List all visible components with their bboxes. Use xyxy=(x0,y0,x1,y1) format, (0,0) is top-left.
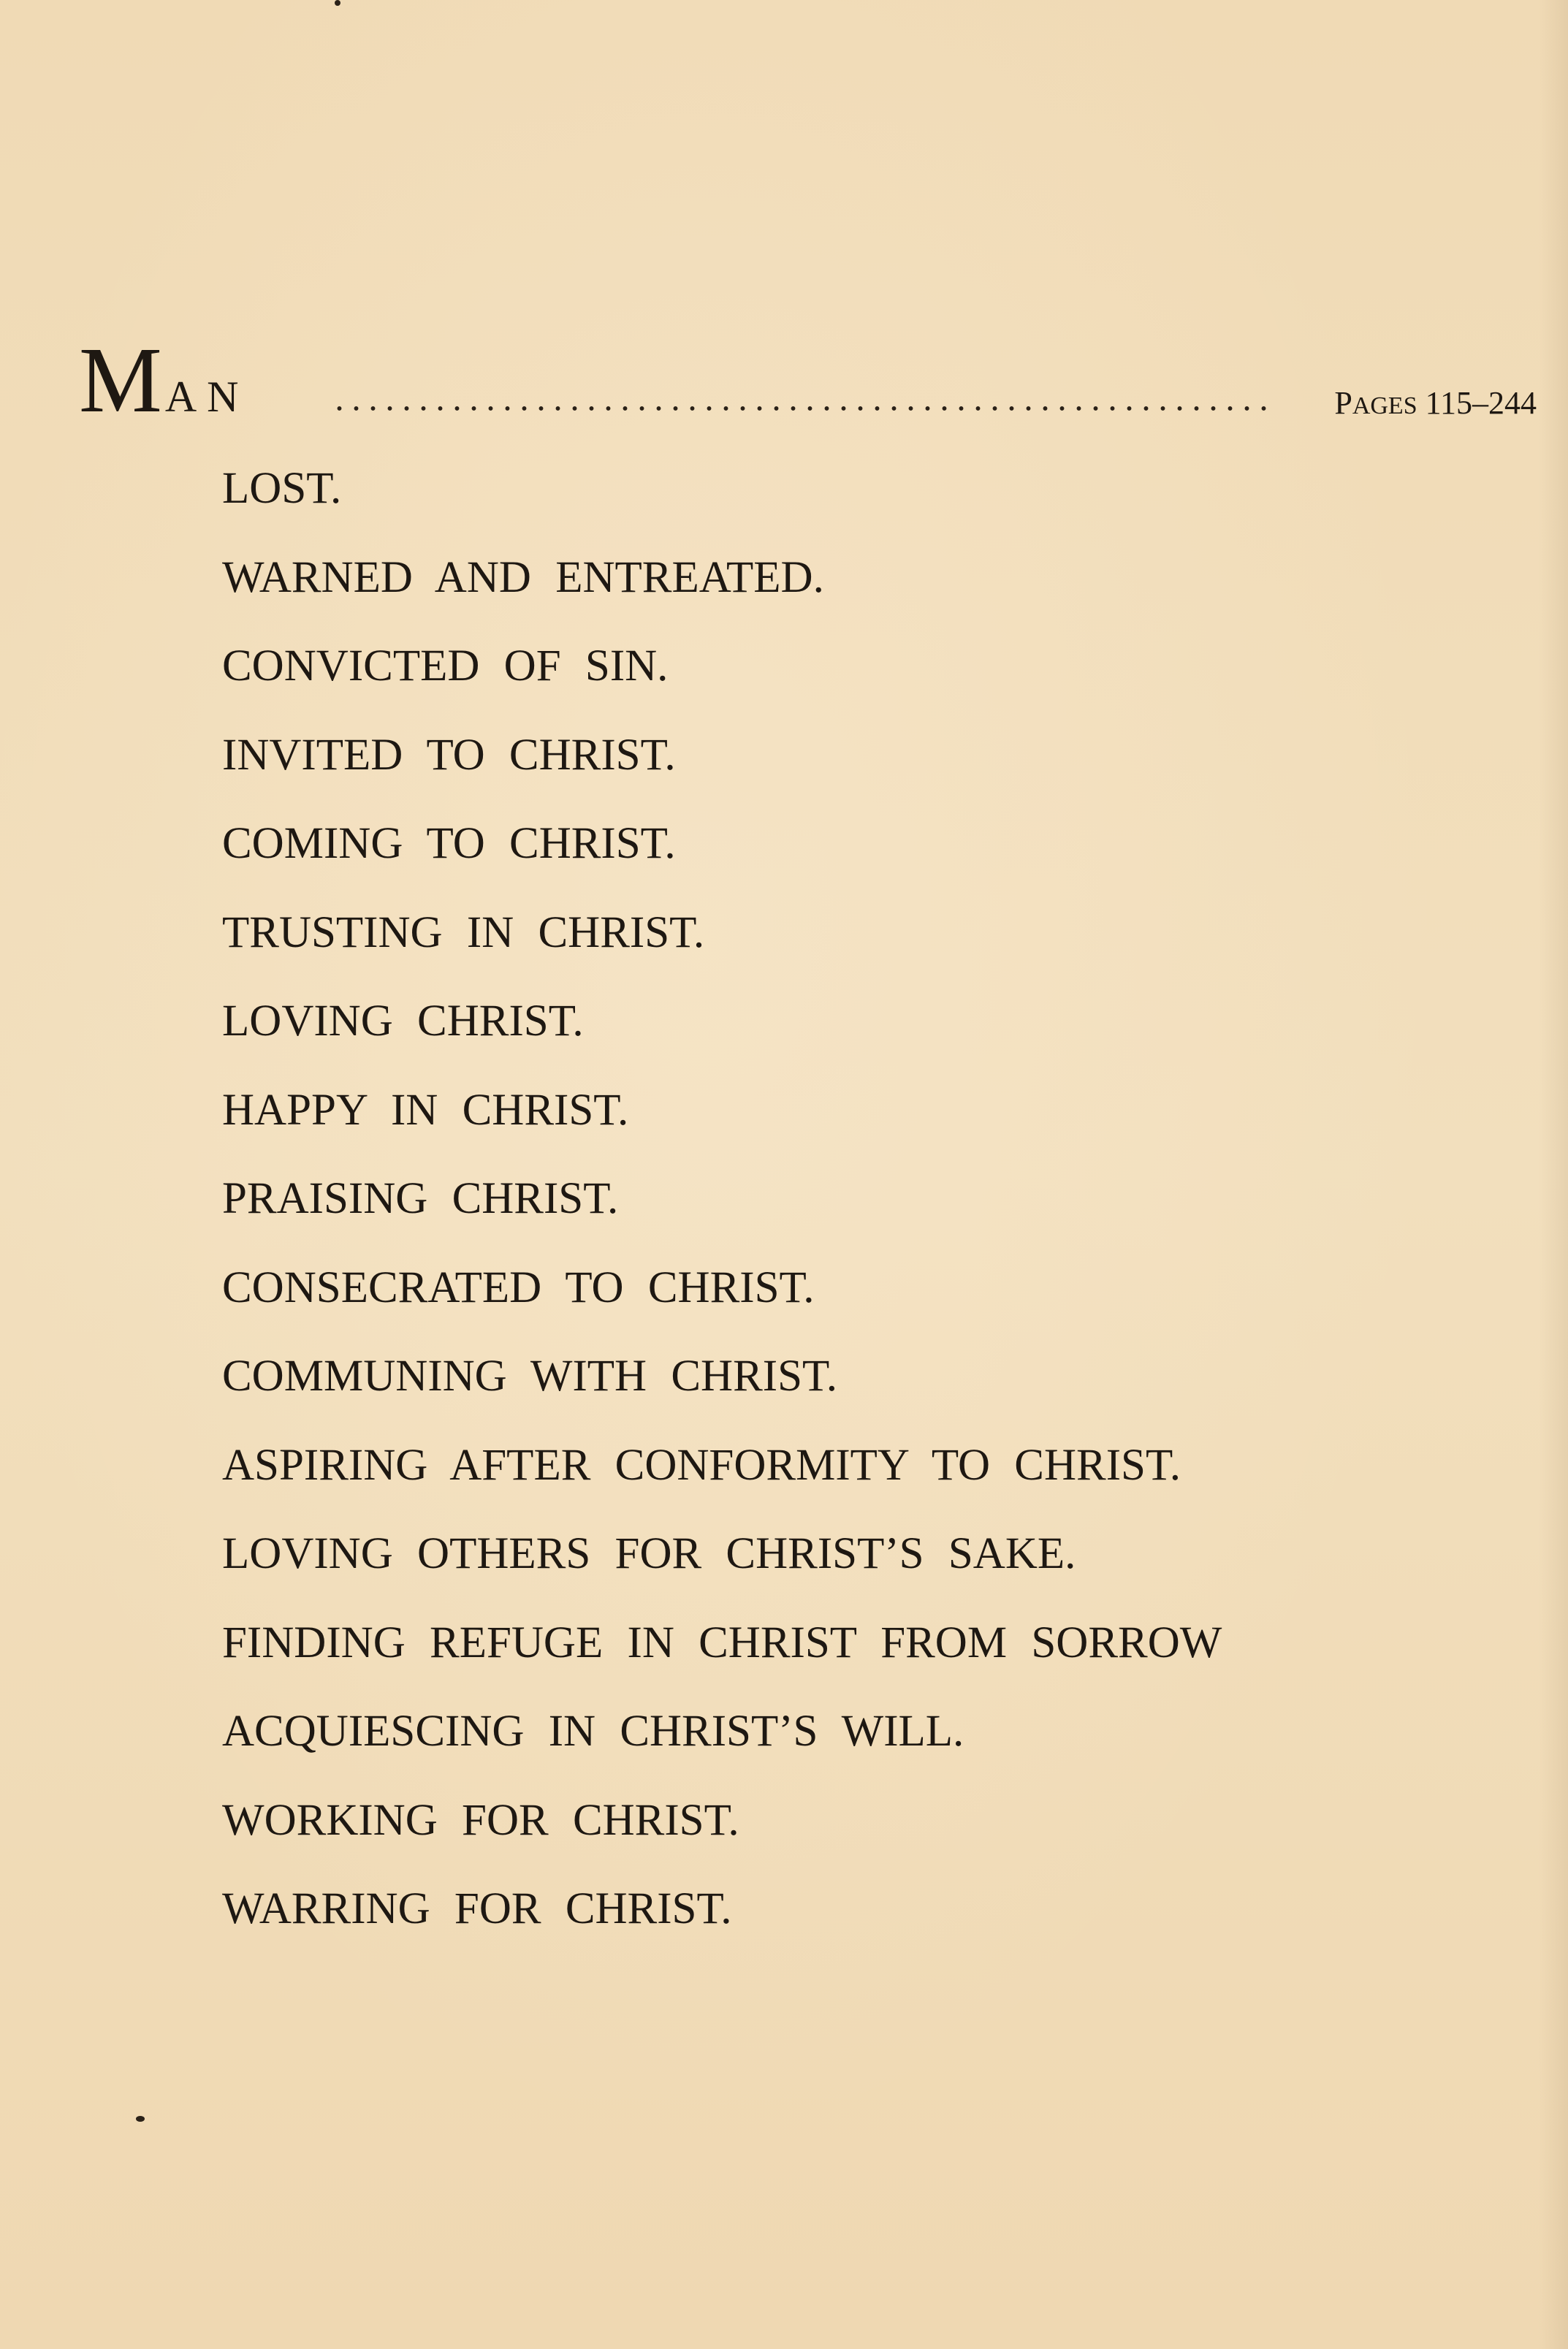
page-edge-shadow xyxy=(1539,0,1568,2349)
section-title xyxy=(79,328,249,432)
topic-item: INVITED TO CHRIST. xyxy=(222,730,676,780)
topic-item: WORKING FOR CHRIST. xyxy=(222,1795,739,1845)
topic-item: TRUSTING IN CHRIST. xyxy=(222,907,705,957)
topic-list xyxy=(222,466,1523,1976)
topic-item: CONSECRATED TO CHRIST. xyxy=(222,1263,815,1312)
page-range xyxy=(1334,387,1537,419)
topic-item: LOVING CHRIST. xyxy=(222,997,584,1046)
topic-item: ASPIRING AFTER CONFORMITY TO CHRIST. xyxy=(222,1440,1181,1490)
pages-range-value: 115–244 xyxy=(1425,385,1537,421)
ink-speck xyxy=(335,0,340,6)
topic-item: CONVICTED OF SIN. xyxy=(222,641,669,690)
topic-item: PRAISING CHRIST. xyxy=(222,1174,619,1223)
topic-item: COMING TO CHRIST. xyxy=(222,819,676,868)
section-heading xyxy=(79,328,1537,432)
section-title-initial: M xyxy=(79,328,165,432)
topic-item: WARNED AND ENTREATED. xyxy=(222,552,824,602)
section-title-rest: AN xyxy=(164,373,249,421)
pages-label-rest: AGES xyxy=(1352,392,1417,419)
ink-speck xyxy=(136,2116,145,2122)
topic-item: WARRING FOR CHRIST. xyxy=(222,1884,732,1933)
topic-item: LOVING OTHERS FOR CHRIST’S SAKE. xyxy=(222,1529,1076,1578)
topic-item: FINDING REFUGE IN CHRIST FROM SORROW xyxy=(222,1618,1222,1667)
topic-item: LOST. xyxy=(222,464,342,513)
pages-label-cap: P xyxy=(1334,385,1352,421)
topic-item: COMMUNING WITH CHRIST. xyxy=(222,1352,837,1401)
topic-item: HAPPY IN CHRIST. xyxy=(222,1085,629,1135)
topic-item: ACQUIESCING IN CHRIST’S WILL. xyxy=(222,1707,964,1756)
dot-leader xyxy=(331,405,1270,412)
